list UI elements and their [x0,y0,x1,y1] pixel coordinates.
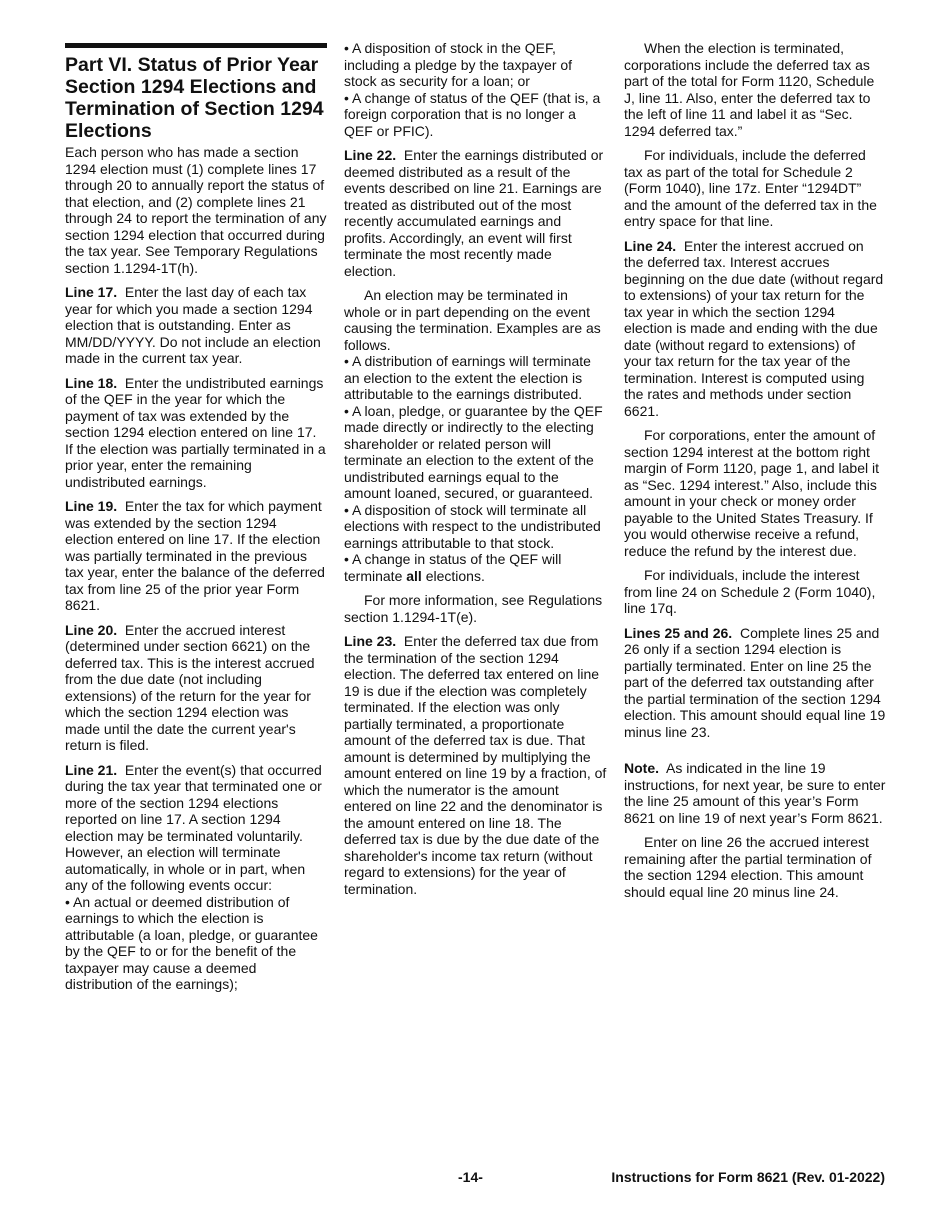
line19-text: Enter the tax for which payment was extended by the section 1294 election entered on line 17. If the election was partially terminated in the previous tax year, enter the balance of the deferred tax from line 25 of the prior year Form 8621. [65,498,325,613]
line22-last-bullet-bold: all [406,567,422,584]
line17-label: Line 17. [65,284,118,300]
section-intro: Each person who has made a section 1294 election must (1) complete lines 17 through 20 to annually report the status of that election, and (2) complete lines 21 through 24 to report the termination of any section 1294 election that occurred during the tax year. See Temporary Regulations section 1.1294-1T(h). [65,144,327,276]
line24-label: Line 24. [624,237,677,254]
line21-paragraph [65,762,327,894]
line22-bullet: • A distribution of earnings will terminate an election to the extent the election is attributable to the earnings distributed. [344,353,591,402]
lines25-26-paragraph [624,625,886,741]
line17-text: Enter the last day of each tax year for which you made a section 1294 election that is outstanding. Enter as MM/DD/YYYY. Do not include an election made in the current tax year. [65,284,321,366]
line21-bullet: • A disposition of stock in the QEF, including a pledge by the taxpayer of stock as security for a loan; or [344,40,573,89]
line23-paragraph-2: When the election is terminated, corporations include the deferred tax as part of the total for Form 1120, Schedule J, line 11. Also, enter the deferred tax to the left of line 11 and label it as “Sec. 1294 deferred tax.” [624,40,875,139]
note-label: Note. [624,760,659,776]
line18-text: Enter the undistributed earnings of the QEF in the year for which the payment of tax was extended by the section 1294 election entered on line 17. If the election was partially terminated in a prior year, enter the remaining undistributed earnings. [65,374,326,490]
lines25-26-label: Lines 25 and 26. [624,624,733,641]
line22-paragraph [344,147,607,279]
column-2 [344,40,607,897]
line18-label: Line 18. [65,374,118,391]
line22-more-info: For more information, see Regulations section 1.1294-1T(e). [344,592,603,625]
line20-label: Line 20. [65,621,118,638]
column-3 [624,40,886,900]
line21-bullet: • A change of status of the QEF (that is, a foreign corporation that is no longer a QEF or PFIC). [344,89,601,139]
lines25-26-text: Complete lines 25 and 26 only if a section 1294 election is partially terminated. Enter on line 25 the part of the deferred tax outstanding after the partial termination of the section 1294 election. This amount should equal line 19 minus line 23. [624,624,886,740]
line22-label: Line 22. [344,147,397,163]
note-text: As indicated in the line 19 instructions, for next year, be sure to enter the line 25 amount of this year’s Form 8621 on line 19 of next year’s Form 8621. [624,760,886,826]
line18-paragraph [65,375,327,491]
line17-paragraph [65,284,327,367]
line22-paragraph-2: An election may be terminated in whole or in part depending on the event causing the termination. Examples are as follows. [344,287,601,353]
column-1 [65,40,327,993]
line21-label: Line 21. [65,761,118,778]
section-rule [65,43,327,48]
line23-text: Enter the deferred tax due from the termination of the section 1294 election. The deferred tax entered on line 19 is due if the election was completely terminated. If the election was only partially terminated, a proportionate amount of the deferred tax is due. That amount is determined by multiplying the amount entered on line 19 by a fraction, of which the numerator is the amount entered on line 22 and the denominator is the amount entered on line 18. The deferred tax is due by the due date of the shareholder's income tax return (without regard to extensions) for the year of termination. [344,633,607,897]
form-title-footer: Instructions for Form 8621 (Rev. 01-2022) [611,1169,885,1185]
line22-last-bullet-pre: • A change in status of the QEF will terminate [344,551,562,584]
line22-last-bullet-post: elections. [421,567,485,584]
line24-paragraph [624,238,886,420]
line22-bullet: • A loan, pledge, or guarantee by the QEF made directly or indirectly to the electing shareholder or related person will terminate an election to the extent of the undistributed earnings equal to the amount loaned, secured, or guaranteed. [344,402,603,501]
line23-paragraph [344,633,607,897]
line23-paragraph-3: For individuals, include the deferred tax as part of the total for Schedule 2 (Form 1040), line 17z. Enter “1294DT” and the amount of the deferred tax in the entry space for that line. [624,147,877,229]
line23-label: Line 23. [344,633,397,649]
line20-text: Enter the accrued interest (determined under section 6621) on the deferred tax. This is the interest accrued from the due date (not including extensions) of the return for the year for which the section 1294 election was made until the date the current year's return is filed. [65,621,315,753]
line24-paragraph-3: For individuals, include the interest from line 24 on Schedule 2 (Form 1040), line 17q. [624,567,876,616]
line19-label: Line 19. [65,498,118,514]
section-title: Part VI. Status of Prior Year Section 1294 Elections and Termination of Section 1294 Elections [65,54,324,142]
line21-text: Enter the event(s) that occurred during the tax year that terminated one or more of the section 1294 elections reported on line 17. A section 1294 election may be terminated voluntarily. However, an election will terminate automatically, in whole or in part, when any of the following events occur: [65,761,322,893]
line21-bullet: • An actual or deemed distribution of earnings to which the election is attributable (a loan, pledge, or guarantee by the QEF to or for the benefit of the taxpayer may cause a deemed distribution of the earnings); [65,893,318,992]
note-paragraph [624,760,886,826]
line22-bullet: • A disposition of stock will terminate all elections with respect to the undistributed earnings attributable to that stock. [344,501,601,551]
line24-text: Enter the interest accrued on the deferred tax. Interest accrues beginning on the due date (without regard to extensions) of your tax return for the tax year in which the section 1294 election is made and ending with the due date (without regard to extensions) of your tax return for the tax year of the termination. Interest is computed using the rates and methods under section 6621. [624,237,884,419]
line24-paragraph-2: For corporations, enter the amount of section 1294 interest at the bottom right margin of Form 1120, page 1, and label it as “Sec. 1294 interest.” Also, include this amount in your check or money order payable to the United States Treasury. If you would otherwise receive a refund, reduce the refund by the interest due. [624,427,880,559]
line20-paragraph [65,622,327,754]
line22-bullet-last [344,551,607,584]
page-number: -14- [458,1169,483,1185]
line19-paragraph [65,498,327,614]
line22-text: Enter the earnings distributed or deemed distributed as a result of the events described on line 21. Earnings are treated as distributed out of the most recently accumulated earnings and profits. Accordingly, an event will first terminate the most recently made election. [344,147,604,279]
note-paragraph-2: Enter on line 26 the accrued interest remaining after the partial termination of the section 1294 election. This amount should equal line 20 minus line 24. [624,834,872,900]
